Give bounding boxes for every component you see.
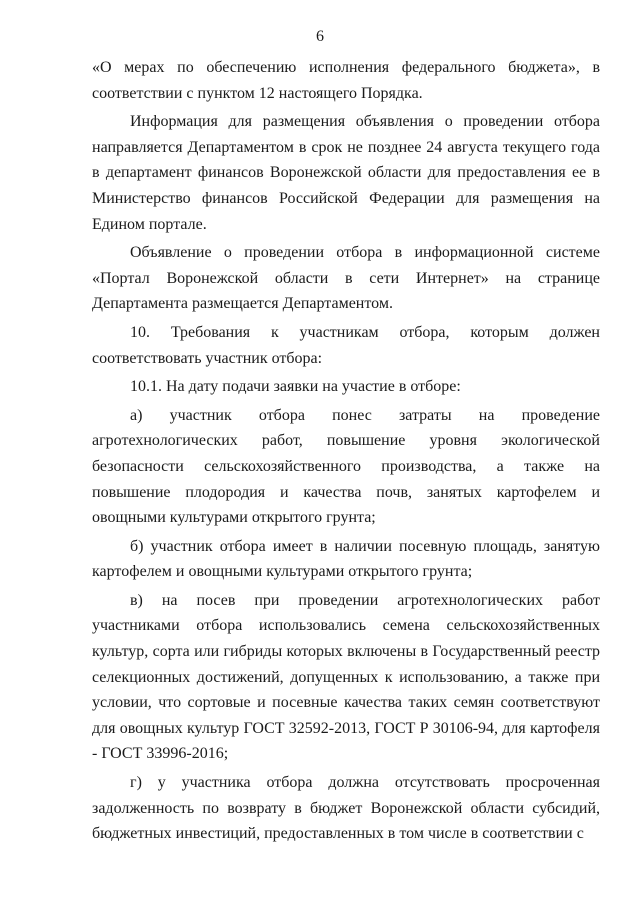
paragraph-requirements-date: 10.1. На дату подачи заявки на участие в отборе: bbox=[130, 378, 461, 396]
list-item-b: б) участник отбора имеет в наличии посевную площадь, занятую картофелем и овощными культурами открытого грунта; bbox=[92, 537, 600, 581]
paragraph-announcement-portal: Объявление о проведении отбора в информационной системе «Портал Воронежской области в сети Интернет» на странице Департамента размещается Департаментом. bbox=[92, 244, 600, 313]
document-body bbox=[92, 55, 600, 850]
paragraph-continuation: «О мерах по обеспечению исполнения федерального бюджета», в соответствии с пунктом 12 настоящего Порядка. bbox=[92, 59, 600, 102]
paragraph-announcement-info: Информация для размещения объявления о проведении отбора направляется Департаментом в срок не позднее 24 августа текущего года в департамент финансов Воронежской области для предоставления ее в Министерство финансов Российской Федерации для размещения на Едином портале. bbox=[92, 113, 600, 233]
list-item-g: г) у участника отбора должна отсутствовать просроченная задолженность по возврату в бюджет Воронежской области субсидий, бюджетных инвестиций, предоставленных в том числе в соответствии с bbox=[92, 774, 600, 843]
paragraph-requirements-heading: 10. Требования к участникам отбора, которым должен соответствовать участник отбора: bbox=[92, 323, 600, 367]
list-item-v: в) на посев при проведении агротехнологических работ участниками отбора использовались семена сельскохозяйственных культур, сорта или гибриды которых включены в Государственный реестр селекционных достижений, допущенных к использованию, а также при условии, что сортовые и посевные качества таких семян соответствуют для овощных культур ГОСТ 32592-2013, ГОСТ Р 30106-94, для картофеля - ГОСТ 33996-2016; bbox=[92, 591, 600, 763]
list-item-a: а) участник отбора понес затраты на проведение агротехнологических работ, повышение уровня экологической безопасности сельскохозяйственного производства, а также на повышение плодородия и качества почв, занятых картофелем и овощными культурами открытого грунта; bbox=[92, 406, 600, 527]
page-number: 6 bbox=[316, 28, 324, 45]
